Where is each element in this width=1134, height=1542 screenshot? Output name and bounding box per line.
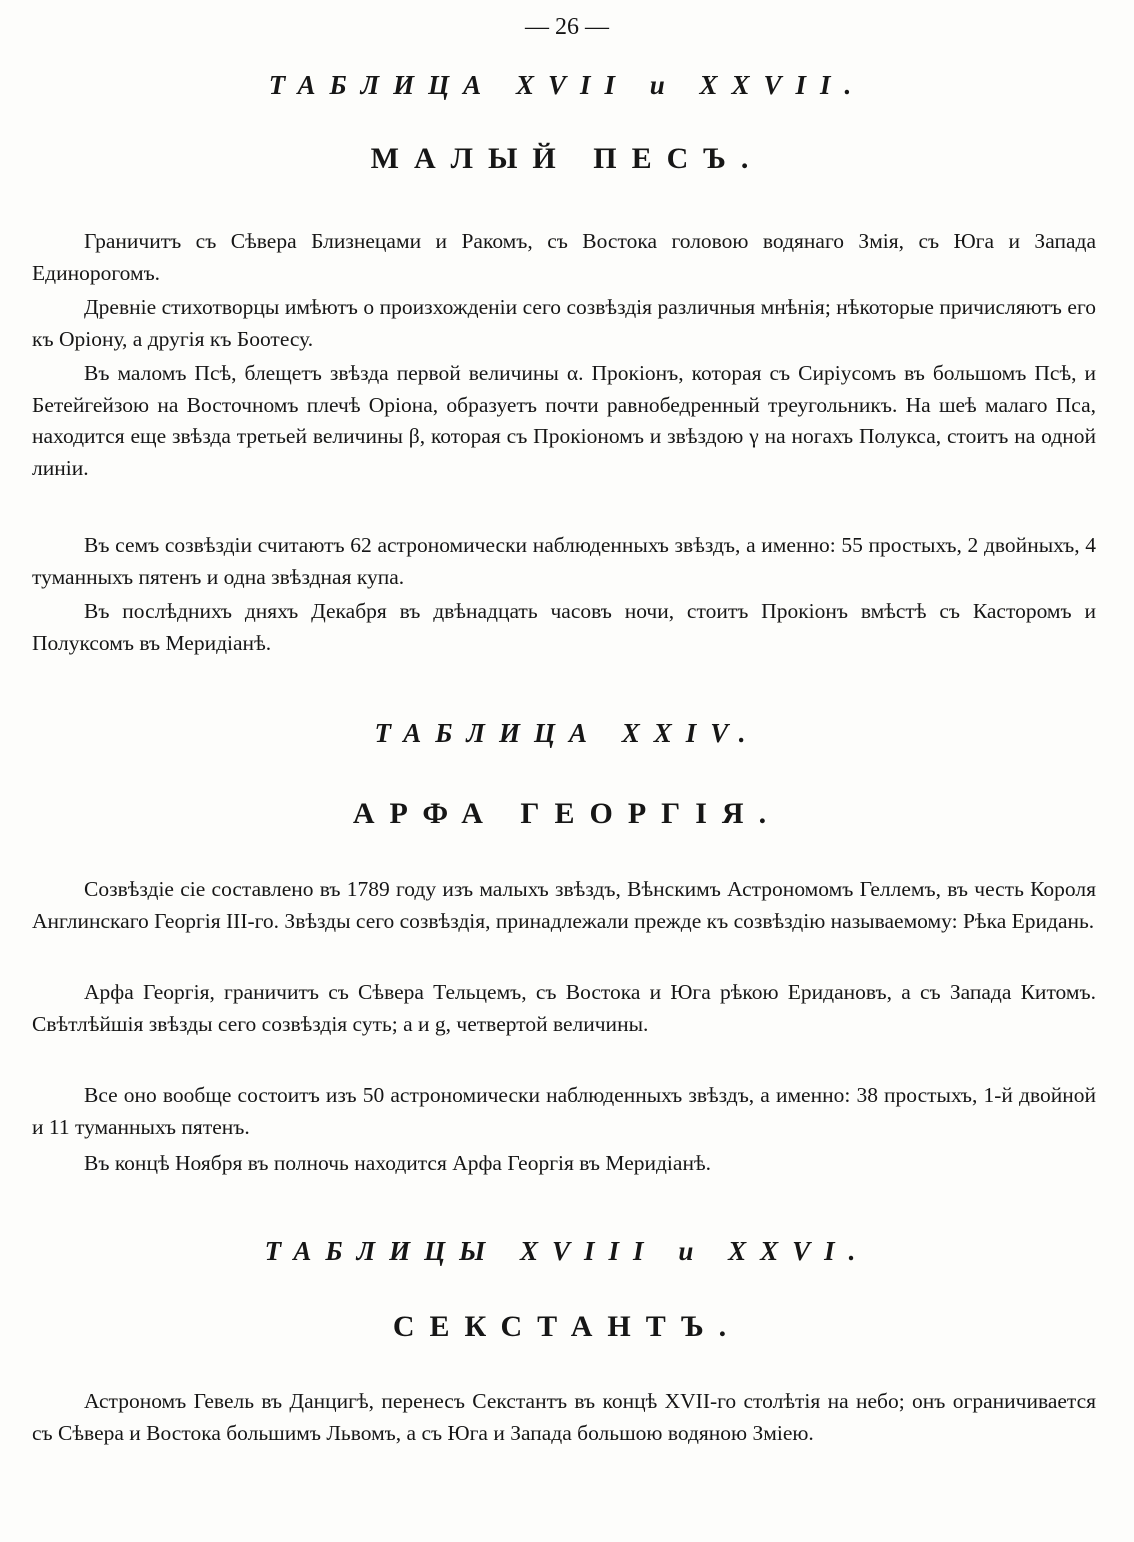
paragraph: Граничитъ съ Сѣвера Близнецами и Ракомъ, съ Востока головою водянаго Змія, съ Юга и Запада Единорогомъ.: [32, 229, 1096, 285]
paragraph: Въ маломъ Псѣ, блещетъ звѣзда первой величины α. Прокіонъ, которая съ Сиріусомъ въ большомъ Псѣ, и Бетейгейзою на Восточномъ плечѣ Оріона, образуетъ почти равнобедренный треугольникъ. На шеѣ малаго Пса, находится еще звѣзда третьей величины β, которая съ Прокіономъ и звѣздою γ на ногахъ Полукса, стоитъ на одной линіи.: [32, 361, 1096, 480]
paragraph: Астрономъ Гевель въ Данцигѣ, перенесъ Секстантъ въ концѣ XVII-го столѣтія на небо; онъ ограничивается съ Сѣвера и Востока большимъ Львомъ, а съ Юга и Запада большою водяною Змiею.: [32, 1389, 1096, 1445]
table-heading-3: ТАБЛИЦЫ XVIII и XXVI.: [264, 1236, 870, 1266]
section-title-3: СЕКСТАНТЪ.: [392, 1310, 742, 1343]
paragraph: Въ концѣ Ноября въ полночь находится Арфа Георгія въ Меридіанѣ.: [84, 1151, 711, 1175]
paragraph: Въ семъ созвѣздіи считаютъ 62 астрономически наблюденныхъ звѣздъ, а именно: 55 простыхъ, 2 двойныхъ, 4 туманныхъ пятенъ и одна звѣздная купа.: [32, 533, 1096, 589]
paragraph: Въ послѣднихъ дняхъ Декабря въ двѣнадцать часовъ ночи, стоитъ Прокіонъ вмѣстѣ съ Касторомъ и Полуксомъ въ Меридіанѣ.: [32, 599, 1096, 655]
section-title-1: МАЛЫЙ ПЕСЪ.: [370, 142, 764, 175]
page-number: — 26 —: [525, 14, 609, 40]
section-title-2: АРФА ГЕОРГІЯ.: [352, 797, 782, 830]
paragraph: Арфа Георгія, граничитъ съ Сѣвера Тельцемъ, съ Востока и Юга рѣкою Еридановъ, а съ Запада Китомъ. Свѣтлѣйшія звѣзды сего созвѣздія суть; a и g, четвертой величины.: [32, 980, 1096, 1036]
table-heading-2: ТАБЛИЦА XXIV.: [374, 718, 760, 748]
table-heading-1: ТАБЛИЦА XVII и XXVII.: [268, 70, 866, 100]
paragraph: Все оно вообще состоитъ изъ 50 астрономически наблюденныхъ звѣздъ, а именно: 38 простыхъ, 1-й двойной и 11 туманныхъ пятенъ.: [32, 1083, 1096, 1139]
paragraph: Созвѣздіе сіе составлено въ 1789 году изъ малыхъ звѣздъ, Вѣнскимъ Астрономомъ Геллемъ, въ честь Короля Англинскаго Георгія III-го. Звѣзды сего созвѣздія, принадлежали прежде къ созвѣздію называемому: Рѣка Еридань.: [32, 877, 1096, 933]
paragraph: Древніе стихотворцы имѣютъ о произхожденіи сего созвѣздія различныя мнѣнія; нѣкоторые причисляютъ его къ Оріону, а другія къ Боотесу.: [32, 295, 1096, 351]
